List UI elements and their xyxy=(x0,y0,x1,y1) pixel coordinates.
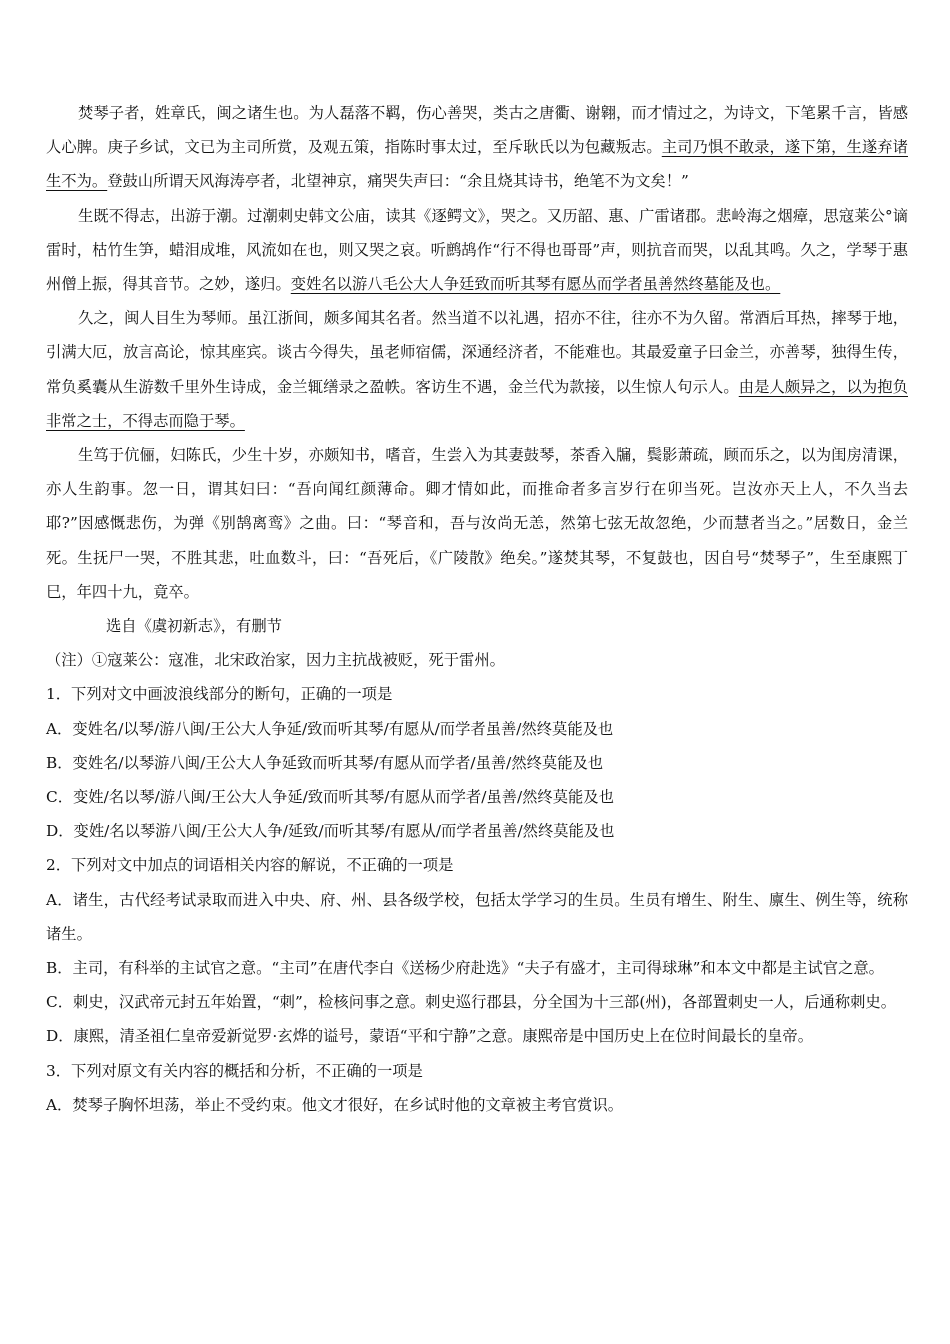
question-1-option-c: C．变姓/名以琴/游八闽/王公大人争延/致而听其琴/有愿从而学者/虽善/然终莫能及也 xyxy=(46,788,614,807)
passage-text: 登鼓山所谓天风海涛亭者，北望神京，痛哭失声曰：“余且烧其诗书，绝笔不为文矣！” xyxy=(107,172,689,191)
passage-paragraph-1 xyxy=(46,96,908,199)
passage-text: 久之，闽人目生为琴师。虽江浙间，颇多闻其名者。然当道不以礼遇，招亦不往，往亦不为久留。常酒后耳热，摔琴于地，引满大厄，放言高论，惊其座宾。谈古今得失，虽老师宿儒，深通经济者，不能难也。其最爱童子曰金兰，亦善琴，独得生传，常负奚囊从生游数千里外生诗成，金兰辄缮录之盈帙。客访生不遇，金兰代为款接，以生惊人句示人。 xyxy=(46,309,908,396)
passage-paragraph-4: 生笃于伉俪，妇陈氏，少生十岁，亦颇知书，嗜音，生尝入为其妻鼓琴，茶香入牖，鬓影萧疏，顾而乐之，以为闺房清课，亦人生韵事。忽一日，谓其妇曰：“吾向闻红颜薄命。卿才情如此，而推命者多言岁行在卯当死。岂汝亦天上人，不久当去耶?”因感慨悲伤，为弹《别鹄离鸾》之曲。曰：“琴音和，吾与汝尚无恙，然第七弦无故忽绝，少而慧者当之。”居数日，金兰死。生抚尸一哭，不胜其悲，吐血数斗，曰：“吾死后，《广陵散》绝矣。”遂焚其琴，不复鼓也，因自号“焚琴子”，生至康熙丁巳，年四十九，竟卒。 xyxy=(46,446,908,601)
question-1-option-d: D．变姓/名以琴游八闽/王公大人争/延致/而听其琴/有愿从/而学者虽善/然终莫能及也 xyxy=(46,822,615,841)
source-citation: 选自《虞初新志》，有删节 xyxy=(106,617,282,636)
underlined-sentence-2: 由是人颇异之，以为抱负非常之士，不得志而隐于琴。 xyxy=(46,377,908,430)
question-2-stem: 2．下列对文中加点的词语相关内容的解说，不正确的一项是 xyxy=(46,856,454,875)
question-1-option-a: A．变姓名/以琴/游八闽/王公大人争延/致而听其琴/有愿从/而学者虽善/然终莫能及也 xyxy=(46,719,614,738)
question-2-option-d: D．康熙，清圣祖仁皇帝爱新觉罗·玄烨的谥号，蒙语“平和宁静”之意。康熙帝是中国历史上在位时间最长的皇帝。 xyxy=(46,1027,814,1046)
passage-text: 焚琴子者，姓章氏，闽之诸生也。为人磊落不羁，伤心善哭，类古之唐衢、谢翱，而才情过之，为诗文，下笔累千言，皆感人心脾。庚子乡试，文已为主司所赏，及观五策，指陈时事太过，至斥耿氏以为包藏叛志。 xyxy=(46,104,908,157)
question-2-option-b: B．主司，有科举的主试官之意。“主司”在唐代李白《送杨少府赴选》“夫子有盛才，主司得球琳”和本文中都是主试官之意。 xyxy=(46,959,884,978)
passage-paragraph-3 xyxy=(46,301,908,438)
question-2-option-a: A．诸生，古代经考试录取而进入中央、府、州、县各级学校，包括太学学习的生员。生员有增生、附生、廪生、例生等，统称诸生。 xyxy=(46,890,908,943)
question-3-option-a: A．焚琴子胸怀坦荡，举止不受约束。他文才很好，在乡试时他的文章被主考官赏识。 xyxy=(46,1095,624,1114)
question-2-option-c: C．刺史，汉武帝元封五年始置，“刺”，检核问事之意。刺史巡行郡县，分全国为十三部(州)，各部置刺史一人，后通称刺史。 xyxy=(46,993,897,1012)
question-1-stem: 1．下列对文中画波浪线部分的断句，正确的一项是 xyxy=(46,685,393,704)
passage-paragraph-2 xyxy=(46,199,908,302)
question-1-option-b: B．变姓名/以琴游八闽/王公大人争延致而听其琴/有愿从而学者/虽善/然终莫能及也 xyxy=(46,753,604,772)
footnote: （注）①寇莱公：寇准，北宋政治家，因力主抗战被贬，死于雷州。 xyxy=(46,651,505,670)
underlined-sentence-1: 主司乃惧不敢录，遂下第，生遂弃诸生不为。 xyxy=(46,138,908,191)
passage-text: 生既不得志，出游于潮。过潮刺史韩文公庙，读其《逐鳄文》，哭之。又历韶、惠、广雷诸郡。悲岭海之烟瘴，思寇莱公°谪雷时，枯竹生笋，蜡泪成堆，风流如在也，则又哭之哀。听鹧鸪作“行不得也哥哥”声，则抗音而哭，以乱其鸣。久之，学琴于惠州僧上振，得其音节。之妙，遂归。 xyxy=(46,206,908,294)
document-page xyxy=(46,96,908,1122)
wavy-underlined-sentence: 变姓名以游八毛公大人争廷致而听其琴有愿丛而学者虽善然终墓能及也。 xyxy=(290,275,781,294)
question-3-stem: 3．下列对原文有关内容的概括和分析，不正确的一项是 xyxy=(46,1061,423,1080)
